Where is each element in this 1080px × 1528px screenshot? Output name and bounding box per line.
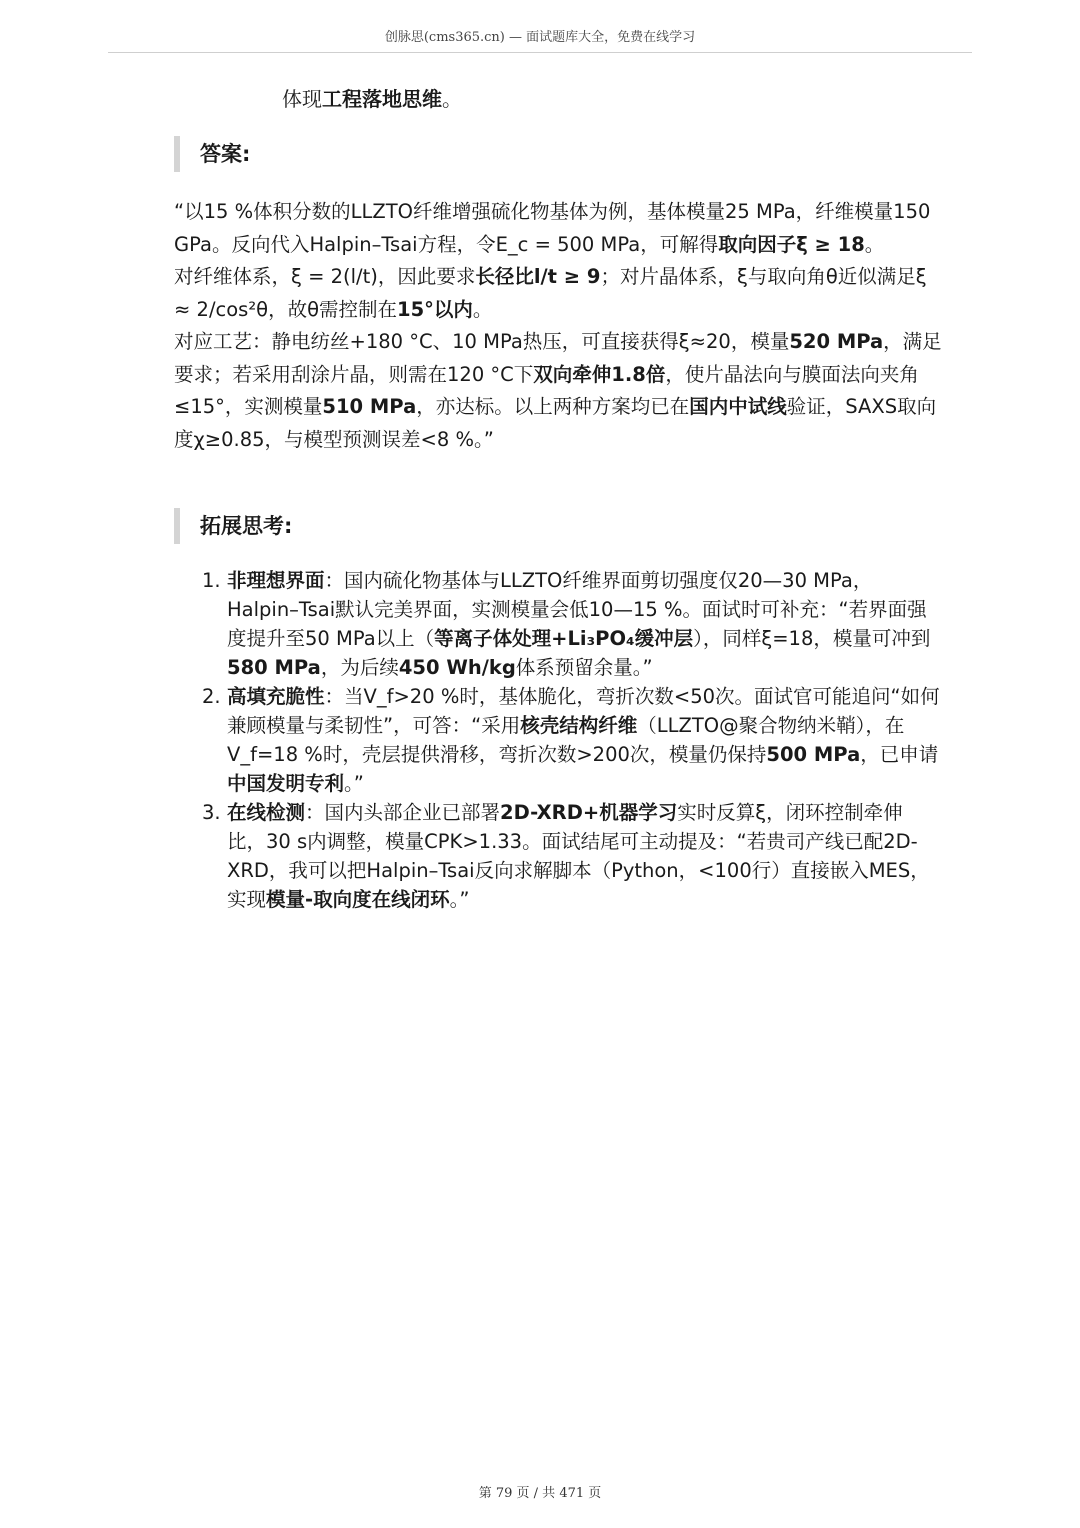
item-number: 2.	[202, 685, 221, 708]
answer-body	[174, 196, 944, 456]
extension-heading: 拓展思考:	[174, 508, 292, 544]
answer-paragraph-3: 对应工艺：静电纺丝+180 °C、10 MPa热压，可直接获得ξ≈20，模量520 MPa，满足要求；若采用刮涂片晶，则需在120 °C下双向牵伸1.8倍，使片晶法向与膜面法向夹角≤15°，实测模量510 MPa，亦达标。以上两种方案均已在国内中试线验证，SAXS取向度χ≥0.85，与模型预测误差<8 %。”	[174, 330, 942, 451]
answer-heading: 答案:	[174, 136, 250, 172]
list-item: 2. 高填充脆性：当V_f>20 %时，基体脆化，弯折次数<50次。面试官可能追问“如何兼顾模量与柔韧性”，可答：“采用核壳结构纤维（LLZTO@聚合物纳米鞘），在V_f=18 %时，壳层提供滑移，弯折次数>200次，模量仍保持500 MPa，已申请中国发明专利。”	[200, 682, 940, 798]
intro-emphasis: 工程落地思维	[322, 87, 442, 111]
item-number: 3.	[202, 801, 221, 824]
item-title: 在线检测	[227, 801, 306, 824]
intro-line	[282, 84, 462, 114]
list-item: 3. 在线检测：国内头部企业已部署2D-XRD+机器学习实时反算ξ，闭环控制牵伸比，30 s内调整，模量CPK>1.33。面试结尾可主动提及：“若贵司产线已配2D-XRD，我可以把Halpin–Tsai反向求解脚本（Python，<100行）直接嵌入MES，实现模量-取向度在线闭环。”	[200, 798, 940, 914]
page-footer: 第 79 页 / 共 471 页	[478, 1486, 602, 1501]
answer-paragraph-2: 对纤维体系，ξ = 2(l/t)，因此要求长径比l/t ≥ 9；对片晶体系，ξ与取向角θ近似满足ξ ≈ 2/cos²θ，故θ需控制在15°以内。	[174, 265, 927, 321]
intro-prefix: 体现	[282, 87, 322, 111]
item-title: 非理想界面	[227, 569, 325, 592]
item-title: 高填充脆性	[227, 685, 325, 708]
header-divider	[108, 52, 972, 53]
page-header: 创脉思(cms365.cn) — 面试题库大全，免费在线学习	[384, 30, 696, 45]
intro-suffix: 。	[442, 87, 462, 111]
answer-paragraph-1: “以15 %体积分数的LLZTO纤维增强硫化物基体为例，基体模量25 MPa，纤维模量150 GPa。反向代入Halpin–Tsai方程，令E_c = 500 MPa，可解得取向因子ξ ≥ 18。	[174, 200, 931, 256]
item-number: 1.	[202, 569, 221, 592]
extension-list	[200, 566, 940, 914]
list-item: 1. 非理想界面：国内硫化物基体与LLZTO纤维界面剪切强度仅20—30 MPa，Halpin–Tsai默认完美界面，实测模量会低10—15 %。面试时可补充：“若界面强度提升至50 MPa以上（等离子体处理+Li₃PO₄缓冲层），同样ξ=18，模量可冲到580 MPa，为后续450 Wh/kg体系预留余量。”	[200, 566, 940, 682]
